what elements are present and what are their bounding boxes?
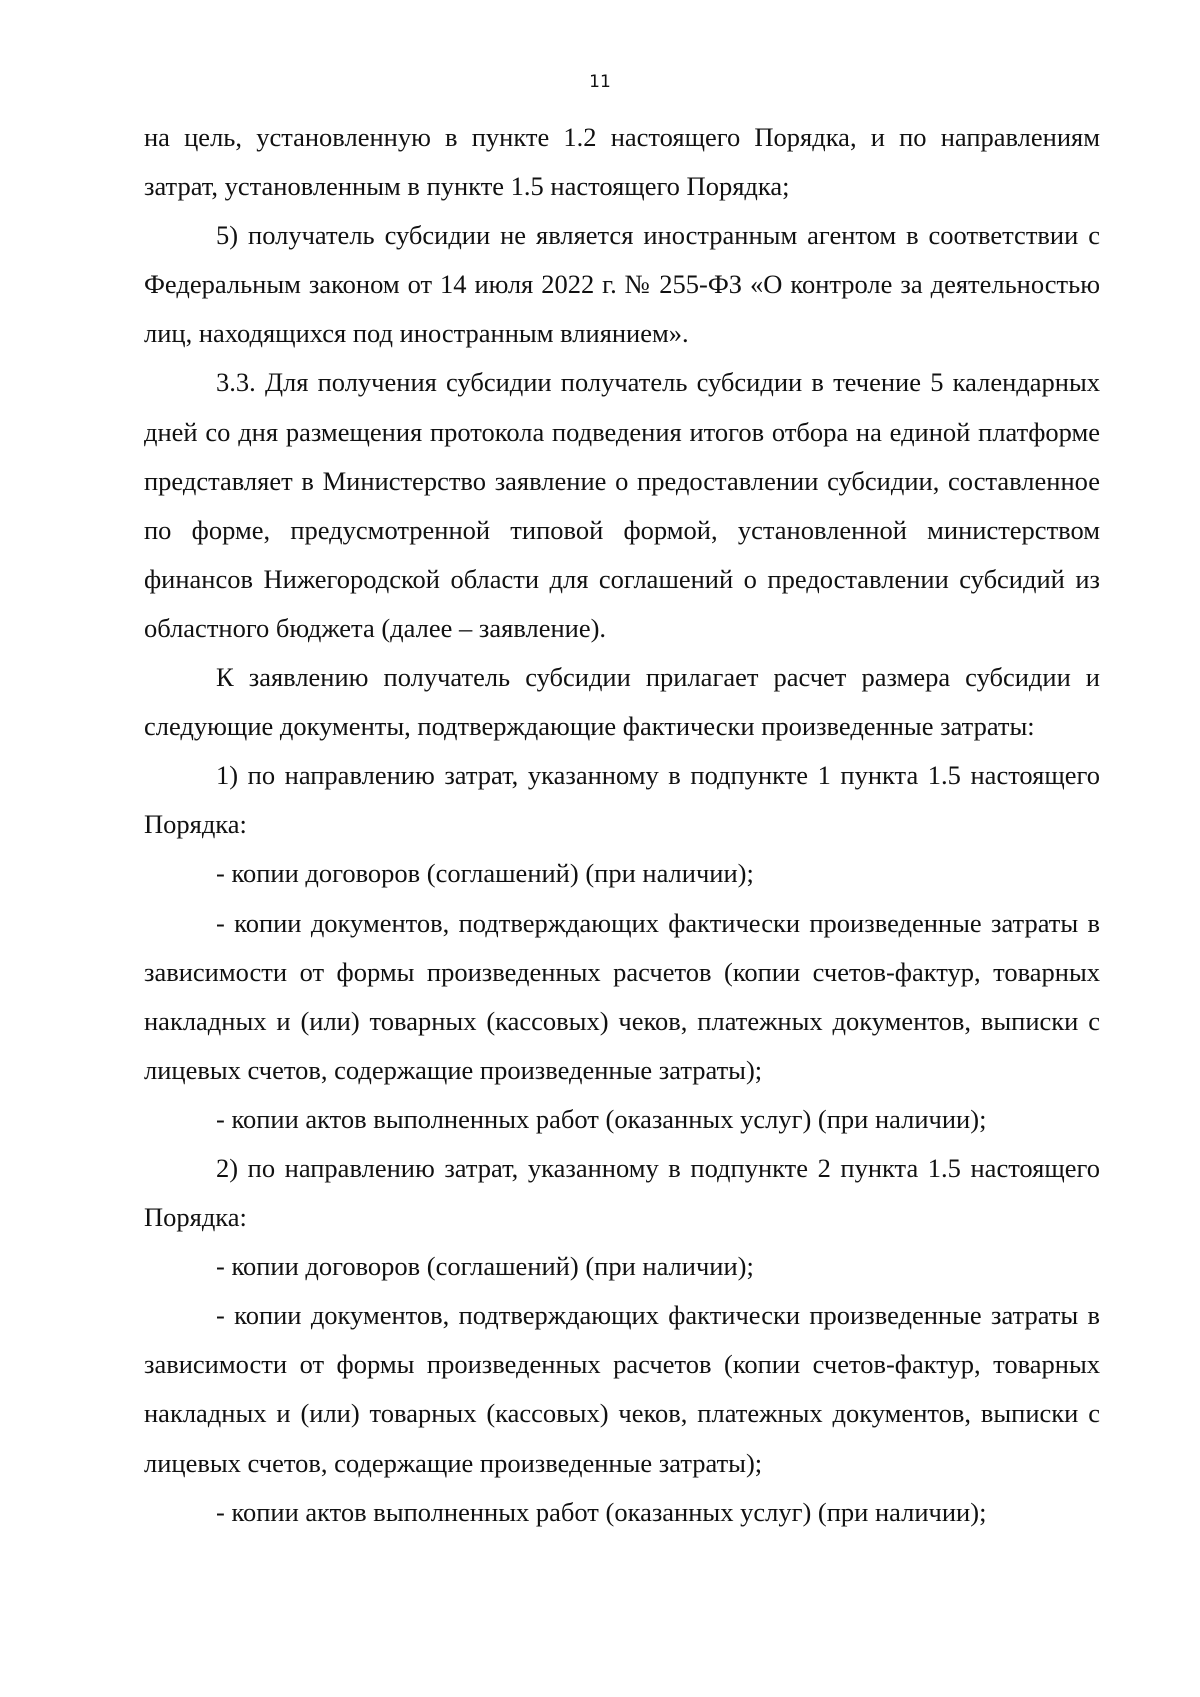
page-number: 11 [589,72,611,92]
list-item-acts-1: - копии актов выполненных работ (оказанных услуг) (при наличии); [216,1103,987,1134]
list-item-contracts-2: - копии договоров (соглашений) (при наличии); [216,1251,754,1282]
list-item-contracts-1: - копии договоров (соглашений) (при наличии); [216,858,754,889]
paragraph-attachments-intro: К заявлению получатель субсидии прилагает расчет размера субсидии и следующие документы, подтверждающие фактически произведенные затраты: [144,662,1100,742]
paragraph-subitem-1: 1) по направлению затрат, указанному в подпункте 1 пункта 1.5 настоящего Порядка: [144,760,1100,840]
list-item-cost-documents-1: - копии документов, подтверждающих фактически произведенные затраты в зависимости от формы произведенных расчетов (копии счетов-фактур, товарных накладных и (или) товарных (кассовых) чеков, платежных документов, выписки с лицевых счетов, содержащие произведенные затраты); [144,907,1100,1085]
paragraph-section-3-3: 3.3. Для получения субсидии получатель субсидии в течение 5 календарных дней со дня размещения протокола подведения итогов отбора на единой платформе представляет в Министерство заявление о предоставлении субсидии, составленное по форме, предусмотренной типовой формой, установленной министерством финансов Нижегородской области для соглашений о предоставлении субсидий из областного бюджета (далее – заявление). [144,367,1100,643]
paragraph-item-5: 5) получатель субсидии не является иностранным агентом в соответствии с Федеральным законом от 14 июля 2022 г. № 255-ФЗ «О контроле за деятельностью лиц, находящихся под иностранным влиянием». [144,220,1100,349]
paragraph-subitem-2: 2) по направлению затрат, указанному в подпункте 2 пункта 1.5 настоящего Порядка: [144,1152,1100,1233]
paragraph-continuation: на цель, установленную в пункте 1.2 настоящего Порядка, и по направлениям затрат, установленным в пункте 1.5 настоящего Порядка; [144,122,1100,202]
list-item-acts-2: - копии актов выполненных работ (оказанных услуг) (при наличии); [216,1496,987,1527]
document-body [144,113,1100,1537]
list-item-cost-documents-2: - копии документов, подтверждающих фактически произведенные затраты в зависимости от формы произведенных расчетов (копии счетов-фактур, товарных накладных и (или) товарных (кассовых) чеков, платежных документов, выписки с лицевых счетов, содержащие произведенные затраты); [144,1300,1100,1478]
